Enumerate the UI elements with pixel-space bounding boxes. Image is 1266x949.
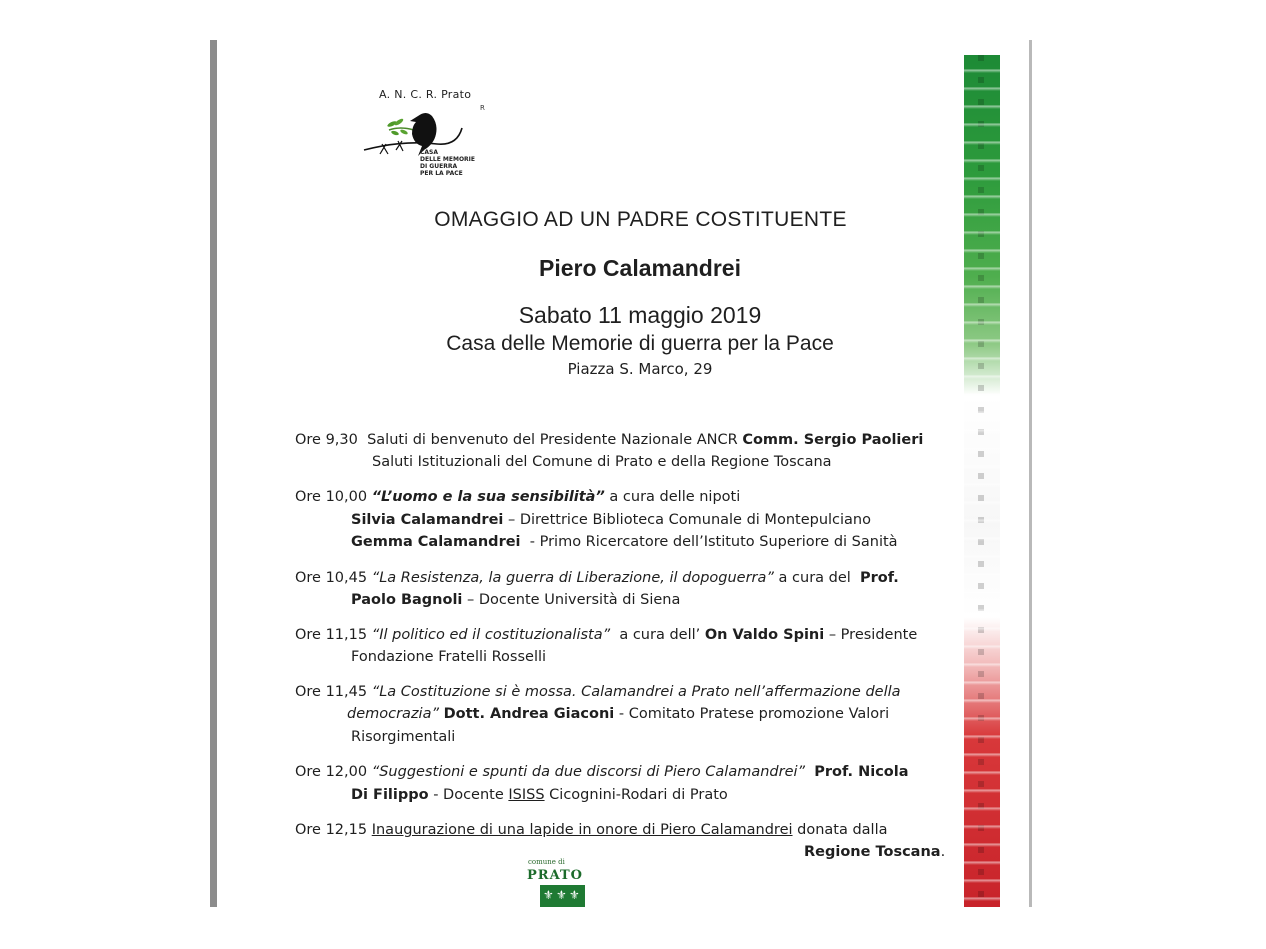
program-time: Ore 11,45: [295, 684, 368, 700]
program-item-1045-line2: Paolo Bagnoli – Docente Università di Siena: [351, 592, 681, 608]
program-time: Ore 10,45: [295, 570, 368, 586]
event-title: OMAGGIO AD UN PADRE COSTITUENTE: [434, 208, 847, 231]
logo-registered-mark: R: [480, 104, 485, 112]
program-item-1115: Ore 11,15 “Il politico ed il costituzionalista” a cura dell’ On Valdo Spini – Presidente: [295, 627, 918, 643]
event-address: Piazza S. Marco, 29: [567, 360, 713, 378]
event-date: Sabato 11 maggio 2019: [518, 302, 762, 328]
page-frame-right: [1029, 40, 1032, 907]
program-item-1115-line2: Fondazione Fratelli Rosselli: [351, 649, 547, 665]
program-item-1000-line3: Gemma Calamandrei - Primo Ricercatore dell’Istituto Superiore di Sanità: [351, 534, 898, 550]
program-time: Ore 9,30: [295, 432, 358, 448]
program-item-0930-line2: Saluti Istituzionali del Comune di Prato e della Regione Toscana: [372, 454, 832, 470]
program-item-1145-line3: Risorgimentali: [351, 729, 456, 745]
lily-emblem-icon: ⚜ ⚜ ⚜: [540, 885, 585, 907]
ancr-logo: [362, 88, 492, 184]
italian-flag-ribbon: [964, 55, 1000, 907]
program-item-1145-line2: democrazia” Dott. Andrea Giaconi - Comitato Pratese promozione Valori: [347, 706, 890, 722]
program-time: Ore 11,15: [295, 627, 368, 643]
program-item-1000-line2: Silvia Calamandrei – Direttrice Biblioteca Comunale di Montepulciano: [351, 512, 871, 528]
program-time: Ore 12,15: [295, 822, 368, 838]
logo-caption: CASA DELLE MEMORIE DI GUERRA PER LA PACE: [420, 149, 476, 177]
page-frame-left: [210, 40, 217, 907]
program-item-1000: Ore 10,00 “L’uomo e la sua sensibilità” a cura delle nipoti: [295, 489, 741, 505]
program-time: Ore 12,00: [295, 764, 368, 780]
program-item-1200-line2: Di Filippo - Docente ISISS Cicognini-Rodari di Prato: [351, 787, 728, 803]
program-item-1145: Ore 11,45 “La Costituzione si è mossa. Calamandrei a Prato nell’affermazione della: [295, 684, 901, 700]
program-item-1215: Ore 12,15 Inaugurazione di una lapide in onore di Piero Calamandrei donata dalla: [295, 822, 888, 838]
program-item-1215-line2: Regione Toscana.: [804, 844, 946, 860]
program-item-1045: Ore 10,45 “La Resistenza, la guerra di Liberazione, il dopoguerra” a cura del Prof.: [295, 570, 899, 586]
comune-di-prato-logo: comune di PRATO ⚜ ⚜ ⚜: [524, 858, 588, 908]
program-item-0930: Ore 9,30 Saluti di benvenuto del Presidente Nazionale ANCR Comm. Sergio Paolieri: [295, 432, 924, 448]
logo-org-name: A. N. C. R. Prato: [379, 88, 472, 101]
program-time: Ore 10,00: [295, 489, 368, 505]
program-item-1200: Ore 12,00 “Suggestioni e spunti da due discorsi di Piero Calamandrei” Prof. Nicola: [295, 764, 909, 780]
event-venue: Casa delle Memorie di guerra per la Pace: [446, 332, 834, 355]
honoree-name: Piero Calamandrei: [539, 255, 741, 281]
